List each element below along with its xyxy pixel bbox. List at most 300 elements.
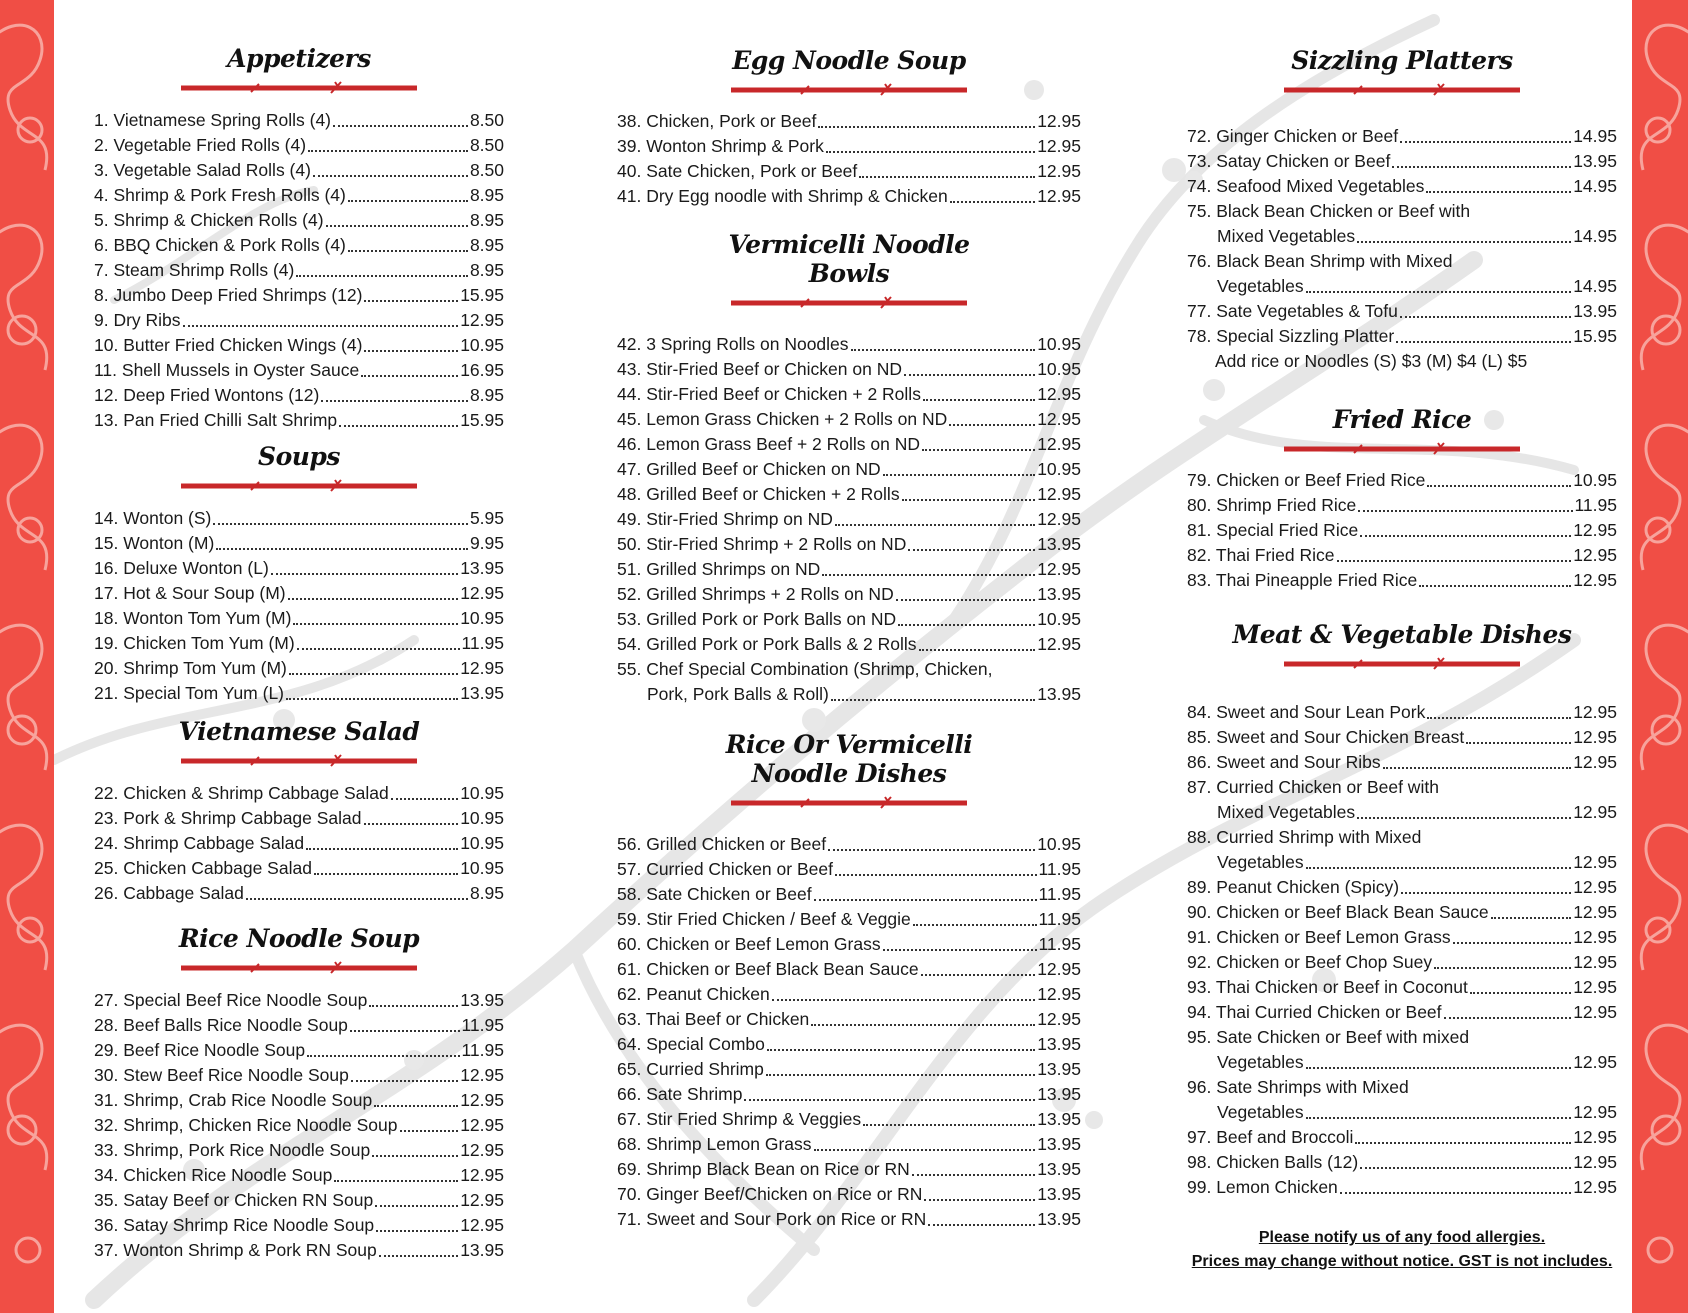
item-name: 97. Beef and Broccoli (1187, 1127, 1354, 1147)
item-name: 6. BBQ Chicken & Pork Rolls (4) (94, 235, 346, 255)
brush-stroke-divider (1284, 655, 1520, 671)
dot-leader (376, 1230, 458, 1232)
dot-leader (307, 1055, 459, 1057)
item-name: 44. Stir-Fried Beef or Chicken + 2 Rolls (617, 384, 921, 404)
dot-leader (950, 201, 1035, 203)
dot-leader (898, 624, 1035, 626)
item-price: 8.95 (469, 260, 504, 280)
item-price: 12.95 (1573, 1002, 1617, 1022)
fried-rice-list (1187, 468, 1617, 593)
item-name: 72. Ginger Chicken or Beef (1187, 126, 1399, 146)
item-name: 9. Dry Ribs (94, 310, 181, 330)
item-price: 12.95 (1573, 977, 1617, 997)
item-name: 35. Satay Beef or Chicken RN Soup (94, 1190, 374, 1210)
item-price: 11.95 (1038, 859, 1081, 879)
dot-leader (379, 1255, 458, 1257)
menu-item (94, 133, 504, 158)
item-price: 12.95 (1037, 1009, 1081, 1029)
item-name: 57. Curried Chicken or Beef (617, 859, 833, 879)
dot-leader (896, 599, 1036, 601)
menu-item (617, 1057, 1081, 1082)
menu-item (94, 681, 504, 706)
menu-item (617, 1157, 1081, 1182)
item-price: 10.95 (460, 608, 504, 628)
item-price: 13.95 (1573, 151, 1617, 171)
menu-item (617, 882, 1081, 907)
menu-item (617, 832, 1081, 857)
brush-stroke-divider (731, 81, 967, 97)
item-name: 13. Pan Fried Chilli Salt Shrimp (94, 410, 338, 430)
item-price: 10.95 (1037, 359, 1081, 379)
vermicelli-bowls-list (617, 332, 1081, 657)
item-name: 91. Chicken or Beef Lemon Grass (1187, 927, 1451, 947)
item-name: 3. Vegetable Salad Rolls (4) (94, 160, 311, 180)
item-price: 11.95 (1038, 884, 1081, 904)
menu-item (94, 158, 504, 183)
section-title-line2: Bowls (808, 259, 890, 288)
dot-leader (883, 949, 1037, 951)
item-price: 12.95 (460, 583, 504, 603)
brush-stroke-divider (181, 959, 417, 975)
item-name: 2. Vegetable Fried Rolls (4) (94, 135, 307, 155)
item-price: 13.95 (1037, 1059, 1081, 1079)
item-price: 8.50 (469, 110, 504, 130)
item-name: 30. Stew Beef Rice Noodle Soup (94, 1065, 349, 1085)
item-name: 68. Shrimp Lemon Grass (617, 1134, 812, 1154)
item-price: 14.95 (1573, 226, 1617, 246)
menu-item (94, 881, 504, 906)
item-price: 13.95 (460, 1240, 504, 1260)
menu-item (94, 1038, 504, 1063)
meat-veg-list-a (1187, 700, 1617, 775)
section-title: Vietnamese Salad (178, 717, 420, 746)
menu-item (617, 159, 1081, 184)
item-name-cont: Vegetables (1217, 276, 1304, 296)
item-name: 46. Lemon Grass Beef + 2 Rolls on ND (617, 434, 920, 454)
item-price: 13.95 (1037, 1134, 1081, 1154)
item-name: 88. Curried Shrimp with Mixed (1187, 827, 1422, 847)
dot-leader (928, 1224, 1035, 1226)
rice-vermicelli-dishes-section (617, 730, 1081, 1232)
item-name: 40. Sate Chicken, Pork or Beef (617, 161, 858, 181)
item-price: 12.95 (1573, 1177, 1617, 1197)
menu-item (1187, 1150, 1617, 1175)
item-name: 14. Wonton (S) (94, 508, 212, 528)
item-name: 32. Shrimp, Chicken Rice Noodle Soup (94, 1115, 398, 1135)
menu-item (617, 607, 1081, 632)
menu-item (94, 631, 504, 656)
item-price: 12.95 (1573, 1127, 1617, 1147)
dot-leader (859, 176, 1035, 178)
item-name: 67. Stir Fried Shrimp & Veggies (617, 1109, 862, 1129)
section-title: Rice Noodle Soup (178, 924, 420, 953)
menu-item (1187, 900, 1617, 925)
item-name: 76. Black Bean Shrimp with Mixed (1187, 251, 1453, 271)
item-name: 71. Sweet and Sour Pork on Rice or RN (617, 1209, 927, 1229)
menu-item (1187, 174, 1617, 199)
item-price: 10.95 (1037, 334, 1081, 354)
item-price: 13.95 (1037, 1159, 1081, 1179)
soups-list (94, 506, 504, 706)
menu-item (94, 506, 504, 531)
dot-leader (321, 400, 468, 402)
menu-item (94, 1163, 504, 1188)
menu-item (1187, 925, 1617, 950)
item-name: 69. Shrimp Black Bean on Rice or RN (617, 1159, 910, 1179)
item-price: 12.95 (1037, 186, 1081, 206)
item-price: 12.95 (1573, 1102, 1617, 1122)
dot-leader (949, 424, 1035, 426)
item-price: 15.95 (460, 285, 504, 305)
dot-leader (744, 1099, 1035, 1101)
dot-leader (767, 1049, 1035, 1051)
item-name: 87. Curried Chicken or Beef with (1187, 777, 1439, 797)
dot-leader (306, 848, 458, 850)
menu-item-55 (617, 657, 1081, 707)
item-price: 12.95 (1573, 545, 1617, 565)
section-title: Fried Rice (1332, 405, 1472, 434)
menu-item (617, 482, 1081, 507)
menu-item (617, 582, 1081, 607)
dot-leader (822, 574, 1035, 576)
dot-leader (293, 623, 458, 625)
brush-stroke-divider (731, 294, 967, 310)
menu-item (94, 408, 504, 433)
menu-item (1187, 543, 1617, 568)
item-price: 13.95 (1037, 1209, 1081, 1229)
dot-leader (1383, 767, 1572, 769)
item-price: 11.95 (461, 1040, 504, 1060)
dot-leader (339, 425, 458, 427)
menu-item (617, 432, 1081, 457)
item-name: 4. Shrimp & Pork Fresh Rolls (4) (94, 185, 346, 205)
menu-item (94, 606, 504, 631)
dot-leader (271, 573, 458, 575)
item-price: 12.95 (460, 1165, 504, 1185)
item-price: 8.95 (469, 210, 504, 230)
item-name: 28. Beef Balls Rice Noodle Soup (94, 1015, 348, 1035)
dot-leader (348, 200, 468, 202)
sizzling-platters-section (1187, 46, 1617, 374)
item-price: 8.95 (469, 385, 504, 405)
dot-leader (814, 1149, 1036, 1151)
item-name: 50. Stir-Fried Shrimp + 2 Rolls on ND (617, 534, 907, 554)
item-name: 92. Chicken or Beef Chop Suey (1187, 952, 1433, 972)
dot-leader (1400, 141, 1571, 143)
vermicelli-bowls-section (617, 230, 1081, 707)
item-name: 41. Dry Egg noodle with Shrimp & Chicken (617, 186, 948, 206)
appetizers-list (94, 108, 504, 433)
item-price: 12.95 (1037, 161, 1081, 181)
item-name: 27. Special Beef Rice Noodle Soup (94, 990, 368, 1010)
item-name: 99. Lemon Chicken (1187, 1177, 1338, 1197)
brush-stroke-divider (731, 794, 967, 810)
menu-item (1187, 700, 1617, 725)
menu-item (94, 856, 504, 881)
item-price: 8.95 (469, 185, 504, 205)
item-name: 39. Wonton Shrimp & Pork (617, 136, 824, 156)
item-name: 95. Sate Chicken or Beef with mixed (1187, 1027, 1470, 1047)
menu-item (1187, 149, 1617, 174)
item-name: 15. Wonton (M) (94, 533, 215, 553)
dot-leader (313, 175, 468, 177)
item-price: 12.95 (1037, 634, 1081, 654)
dot-leader (374, 1105, 458, 1107)
section-title: Sizzling Platters (1291, 46, 1513, 75)
item-name: 73. Satay Chicken or Beef (1187, 151, 1391, 171)
item-name: 81. Special Fried Rice (1187, 520, 1359, 540)
item-price: 10.95 (1037, 834, 1081, 854)
item-name: 49. Stir-Fried Shrimp on ND (617, 509, 833, 529)
item-price: 14.95 (1573, 176, 1617, 196)
item-name: 89. Peanut Chicken (Spicy) (1187, 877, 1400, 897)
menu-item (94, 656, 504, 681)
item-name: 34. Chicken Rice Noodle Soup (94, 1165, 333, 1185)
menu-item (617, 932, 1081, 957)
menu-item (617, 109, 1081, 134)
rice-noodle-soup-section (94, 924, 504, 1263)
menu-item (617, 407, 1081, 432)
item-name: 33. Shrimp, Pork Rice Noodle Soup (94, 1140, 371, 1160)
menu-item (617, 982, 1081, 1007)
menu-item (94, 283, 504, 308)
menu-item (94, 1088, 504, 1113)
egg-noodle-soup-list (617, 109, 1081, 209)
menu-item (1187, 299, 1617, 324)
right-decorative-border (1632, 0, 1688, 1313)
item-price: 10.95 (460, 808, 504, 828)
menu-footer-notice (1187, 1226, 1617, 1274)
item-name-cont: Mixed Vegetables (1217, 802, 1356, 822)
dot-leader (364, 350, 458, 352)
menu-item (94, 308, 504, 333)
menu-item (617, 532, 1081, 557)
section-title: Appetizers (227, 44, 371, 73)
menu-item (1187, 725, 1617, 750)
menu-item (94, 831, 504, 856)
item-price: 12.95 (1573, 752, 1617, 772)
item-price: 12.95 (1573, 877, 1617, 897)
menu-item-87 (1187, 775, 1617, 825)
item-name: 78. Special Sizzling Platter (1187, 326, 1395, 346)
menu-item (94, 383, 504, 408)
meat-veg-list-c (1187, 1125, 1617, 1200)
item-price: 12.95 (460, 1215, 504, 1235)
item-price: 13.95 (1037, 684, 1081, 704)
item-name: 86. Sweet and Sour Ribs (1187, 752, 1381, 772)
item-price: 12.95 (1573, 1152, 1617, 1172)
section-title: Soups (258, 442, 340, 471)
item-name: 11. Shell Mussels in Oyster Sauce (94, 360, 360, 380)
item-name: 75. Black Bean Chicken or Beef with (1187, 201, 1471, 221)
item-price: 12.95 (1037, 384, 1081, 404)
item-price: 12.95 (1037, 409, 1081, 429)
menu-item (1187, 468, 1617, 493)
menu-item (94, 358, 504, 383)
item-name: 19. Chicken Tom Yum (M) (94, 633, 295, 653)
item-name: 80. Shrimp Fried Rice (1187, 495, 1357, 515)
meat-veg-list-b (1187, 875, 1617, 1025)
dot-leader (308, 150, 468, 152)
item-name: 59. Stir Fried Chicken / Beef & Veggie (617, 909, 911, 929)
item-price: 13.95 (1037, 1084, 1081, 1104)
item-price: 9.95 (469, 533, 504, 553)
item-name: 25. Chicken Cabbage Salad (94, 858, 312, 878)
item-price: 10.95 (1573, 470, 1617, 490)
item-name: 45. Lemon Grass Chicken + 2 Rolls on ND (617, 409, 948, 429)
dot-leader (296, 275, 468, 277)
item-name: 53. Grilled Pork or Pork Balls on ND (617, 609, 897, 629)
menu-item (94, 1138, 504, 1163)
rice-vermicelli-dishes-list (617, 832, 1081, 1232)
item-price: 12.95 (1573, 802, 1617, 822)
dot-leader (1444, 1017, 1572, 1019)
item-name: 47. Grilled Beef or Chicken on ND (617, 459, 881, 479)
item-price: 8.50 (469, 160, 504, 180)
item-price: 13.95 (460, 990, 504, 1010)
menu-item (617, 1007, 1081, 1032)
dot-leader (904, 374, 1035, 376)
dot-leader (1400, 316, 1571, 318)
dot-leader (1360, 1167, 1571, 1169)
item-name: 24. Shrimp Cabbage Salad (94, 833, 305, 853)
item-price: 13.95 (460, 683, 504, 703)
item-price: 12.95 (1573, 702, 1617, 722)
left-decorative-border (0, 0, 54, 1313)
item-name-cont: Vegetables (1217, 1102, 1304, 1122)
menu-item (617, 1082, 1081, 1107)
item-name: 36. Satay Shrimp Rice Noodle Soup (94, 1215, 375, 1235)
item-price: 14.95 (1573, 276, 1617, 296)
menu-item (94, 988, 504, 1013)
dot-leader (372, 1155, 458, 1157)
item-name: 98. Chicken Balls (12) (1187, 1152, 1359, 1172)
dot-leader (1426, 191, 1571, 193)
menu-item (94, 233, 504, 258)
dot-leader (1470, 992, 1571, 994)
brush-stroke-divider (1284, 440, 1520, 456)
item-name: 37. Wonton Shrimp & Pork RN Soup (94, 1240, 377, 1260)
menu-item (94, 556, 504, 581)
menu-item-95 (1187, 1025, 1617, 1075)
dot-leader (921, 974, 1036, 976)
item-price: 12.95 (460, 1065, 504, 1085)
item-price: 10.95 (460, 335, 504, 355)
item-price: 11.95 (461, 633, 504, 653)
item-name: 7. Steam Shrimp Rolls (4) (94, 260, 295, 280)
item-price: 12.95 (460, 658, 504, 678)
dot-leader (1340, 1192, 1571, 1194)
dot-leader (835, 874, 1037, 876)
menu-item (94, 333, 504, 358)
brush-stroke-divider (181, 79, 417, 95)
menu-item (94, 208, 504, 233)
dot-leader (922, 449, 1035, 451)
dot-leader (1427, 485, 1571, 487)
menu-item (1187, 493, 1617, 518)
menu-item-88 (1187, 825, 1617, 875)
menu-item (617, 907, 1081, 932)
item-price: 5.95 (469, 508, 504, 528)
dot-leader (375, 1205, 458, 1207)
item-name: 38. Chicken, Pork or Beef (617, 111, 817, 131)
dot-leader (297, 648, 460, 650)
item-name: 21. Special Tom Yum (L) (94, 683, 285, 703)
menu-item (1187, 950, 1617, 975)
dot-leader (361, 375, 458, 377)
dot-leader (1355, 1142, 1571, 1144)
item-name: 48. Grilled Beef or Chicken + 2 Rolls (617, 484, 900, 504)
item-name: 10. Butter Fried Chicken Wings (4) (94, 335, 363, 355)
item-name: 96. Sate Shrimps with Mixed (1187, 1077, 1409, 1097)
menu-item-76 (1187, 249, 1617, 299)
menu-item (617, 1182, 1081, 1207)
section-title-line2: Noodle Dishes (751, 759, 947, 788)
item-price: 13.95 (1037, 1034, 1081, 1054)
item-name: 20. Shrimp Tom Yum (M) (94, 658, 287, 678)
item-name: 54. Grilled Pork or Pork Balls & 2 Rolls (617, 634, 917, 654)
item-name: 65. Curried Shrimp (617, 1059, 764, 1079)
dot-leader (913, 924, 1037, 926)
menu-item (1187, 324, 1617, 349)
dot-leader (908, 549, 1035, 551)
dot-leader (772, 999, 1035, 1001)
section-title-line1: Vermicelli Noodle (728, 230, 970, 259)
item-price: 8.95 (469, 235, 504, 255)
item-name: 8. Jumbo Deep Fried Shrimps (12) (94, 285, 363, 305)
menu-item (94, 781, 504, 806)
menu-item (617, 184, 1081, 209)
dot-leader (1337, 560, 1572, 562)
menu-item (94, 1063, 504, 1088)
menu-item (94, 806, 504, 831)
dot-leader (246, 898, 468, 900)
dot-leader (766, 1074, 1035, 1076)
dot-leader (912, 1174, 1035, 1176)
item-price: 13.95 (1037, 1184, 1081, 1204)
dot-leader (814, 899, 1037, 901)
item-price: 10.95 (1037, 459, 1081, 479)
item-name: 26. Cabbage Salad (94, 883, 244, 903)
dot-leader (1360, 535, 1571, 537)
item-price: 10.95 (460, 833, 504, 853)
sizzling-list-a (1187, 124, 1617, 199)
item-price: 13.95 (1037, 1109, 1081, 1129)
item-price: 15.95 (460, 410, 504, 430)
item-price: 13.95 (1573, 301, 1617, 321)
menu-item (617, 332, 1081, 357)
dot-leader (351, 1080, 458, 1082)
item-name: 22. Chicken & Shrimp Cabbage Salad (94, 783, 389, 803)
dot-leader (216, 548, 468, 550)
menu-item (617, 957, 1081, 982)
item-price: 12.95 (460, 1190, 504, 1210)
item-price: 12.95 (1573, 927, 1617, 947)
menu-item (1187, 124, 1617, 149)
item-price: 12.95 (1037, 509, 1081, 529)
menu-item (617, 1132, 1081, 1157)
item-price: 11.95 (1038, 934, 1081, 954)
item-name: 18. Wonton Tom Yum (M) (94, 608, 292, 628)
dot-leader (288, 598, 459, 600)
dot-leader (902, 499, 1036, 501)
item-price: 12.95 (1573, 570, 1617, 590)
fried-rice-section (1187, 405, 1617, 593)
item-price: 11.95 (1038, 909, 1081, 929)
item-price: 12.95 (1037, 984, 1081, 1004)
brush-stroke-divider (181, 477, 417, 493)
item-price: 10.95 (1037, 609, 1081, 629)
